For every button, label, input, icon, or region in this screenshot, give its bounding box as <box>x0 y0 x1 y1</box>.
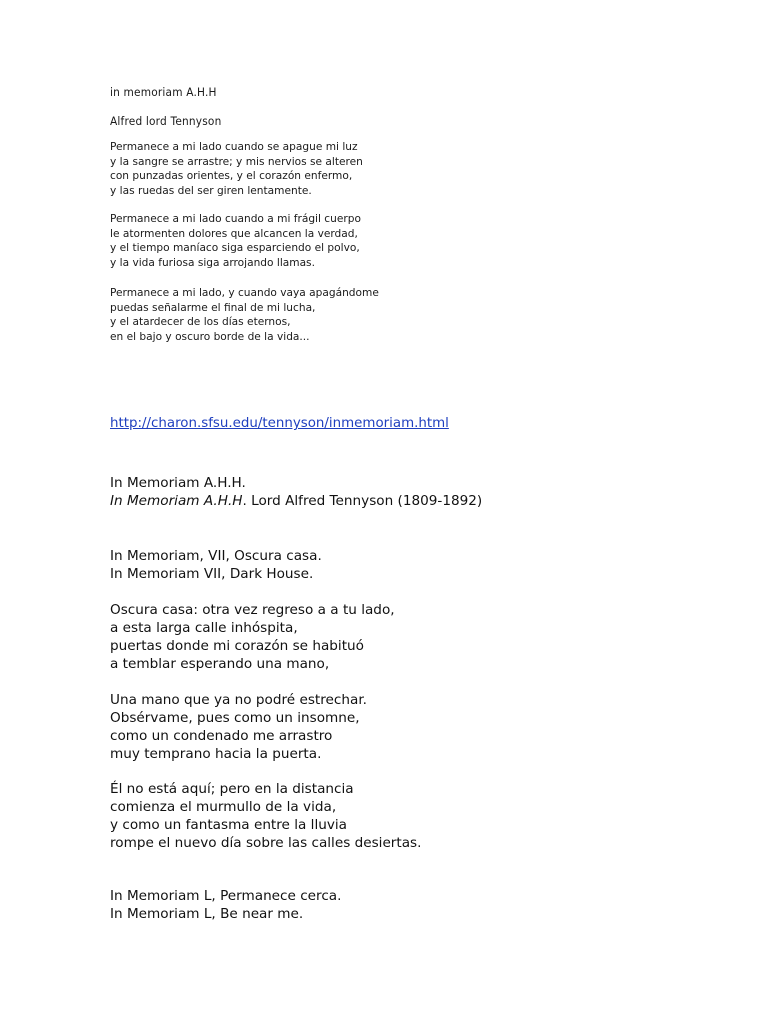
poem-line: Oscura casa: otra vez regreso a a tu lado, <box>110 602 395 618</box>
section-title-es: In Memoriam L, Permanece cerca. <box>110 888 342 904</box>
poem-line: y las ruedas del ser giren lentamente. <box>110 184 312 197</box>
poem-line: puertas donde mi corazón se habituó <box>110 638 364 654</box>
poem-line: y la vida furiosa siga arrojando llamas. <box>110 256 315 269</box>
poem-vii-stanza-2 <box>110 691 367 763</box>
poem-line: muy temprano hacia la puerta. <box>110 746 322 762</box>
poem-line: como un condenado me arrastro <box>110 728 333 744</box>
poem-line: Una mano que ya no podré estrechar. <box>110 692 367 708</box>
poem-line: Permanece a mi lado cuando a mi frágil cuerpo <box>110 213 361 225</box>
poem-line: comienza el murmullo de la vida, <box>110 799 337 815</box>
section-title-es: In Memoriam, VII, Oscura casa. <box>110 548 322 564</box>
poem-line: rompe el nuevo día sobre las calles desiertas. <box>110 835 422 851</box>
poem-line: y como un fantasma entre la lluvia <box>110 817 347 833</box>
poem-line: Permanece a mi lado, y cuando vaya apagándome <box>110 287 379 299</box>
poem-line: y el tiempo maníaco siga esparciendo el polvo, <box>110 242 360 255</box>
section-heading: In Memoriam A.H.H. <box>110 475 246 491</box>
poem-line: a esta larga calle inhóspita, <box>110 620 298 636</box>
document-title: in memoriam A.H.H <box>110 85 217 99</box>
source-link[interactable]: http://charon.sfsu.edu/tennyson/inmemoriam.html <box>110 416 449 431</box>
author-name: Alfred lord Tennyson <box>110 114 222 128</box>
poem-line: y el atardecer de los días eternos, <box>110 316 291 329</box>
poem-line: Obsérvame, pues como un insomne, <box>110 710 360 726</box>
poem-vii-stanza-3 <box>110 780 421 852</box>
poem-line: puedas señalarme el final de mi lucha, <box>110 301 316 314</box>
poem-line: Permanece a mi lado cuando se apague mi luz <box>110 141 358 153</box>
section-title-en: In Memoriam VII, Dark House. <box>110 566 314 582</box>
poem-line: le atormenten dolores que alcancen la verdad, <box>110 227 358 240</box>
section-two-titles <box>110 547 322 583</box>
poem-vii-stanza-1 <box>110 601 395 673</box>
poem-line: en el bajo y oscuro borde de la vida... <box>110 330 310 343</box>
section-title-en: In Memoriam L, Be near me. <box>110 906 304 922</box>
poem-stanza-2 <box>110 212 361 270</box>
poem-stanza-3 <box>110 286 379 344</box>
poem-line: con punzadas orientes, y el corazón enfermo, <box>110 170 353 183</box>
section-subheading <box>110 492 482 510</box>
poem-line: Él no está aquí; pero en la distancia <box>110 781 354 797</box>
poem-line: y la sangre se arrastre; y mis nervios se alteren <box>110 155 363 168</box>
section-three-titles <box>110 887 341 923</box>
poem-line: a temblar esperando una mano, <box>110 656 330 672</box>
section-one <box>110 474 482 510</box>
poem-stanza-1 <box>110 140 363 198</box>
author-credit: . Lord Alfred Tennyson (1809-1892) <box>242 493 483 509</box>
italic-title: In Memoriam A.H.H <box>110 493 243 509</box>
